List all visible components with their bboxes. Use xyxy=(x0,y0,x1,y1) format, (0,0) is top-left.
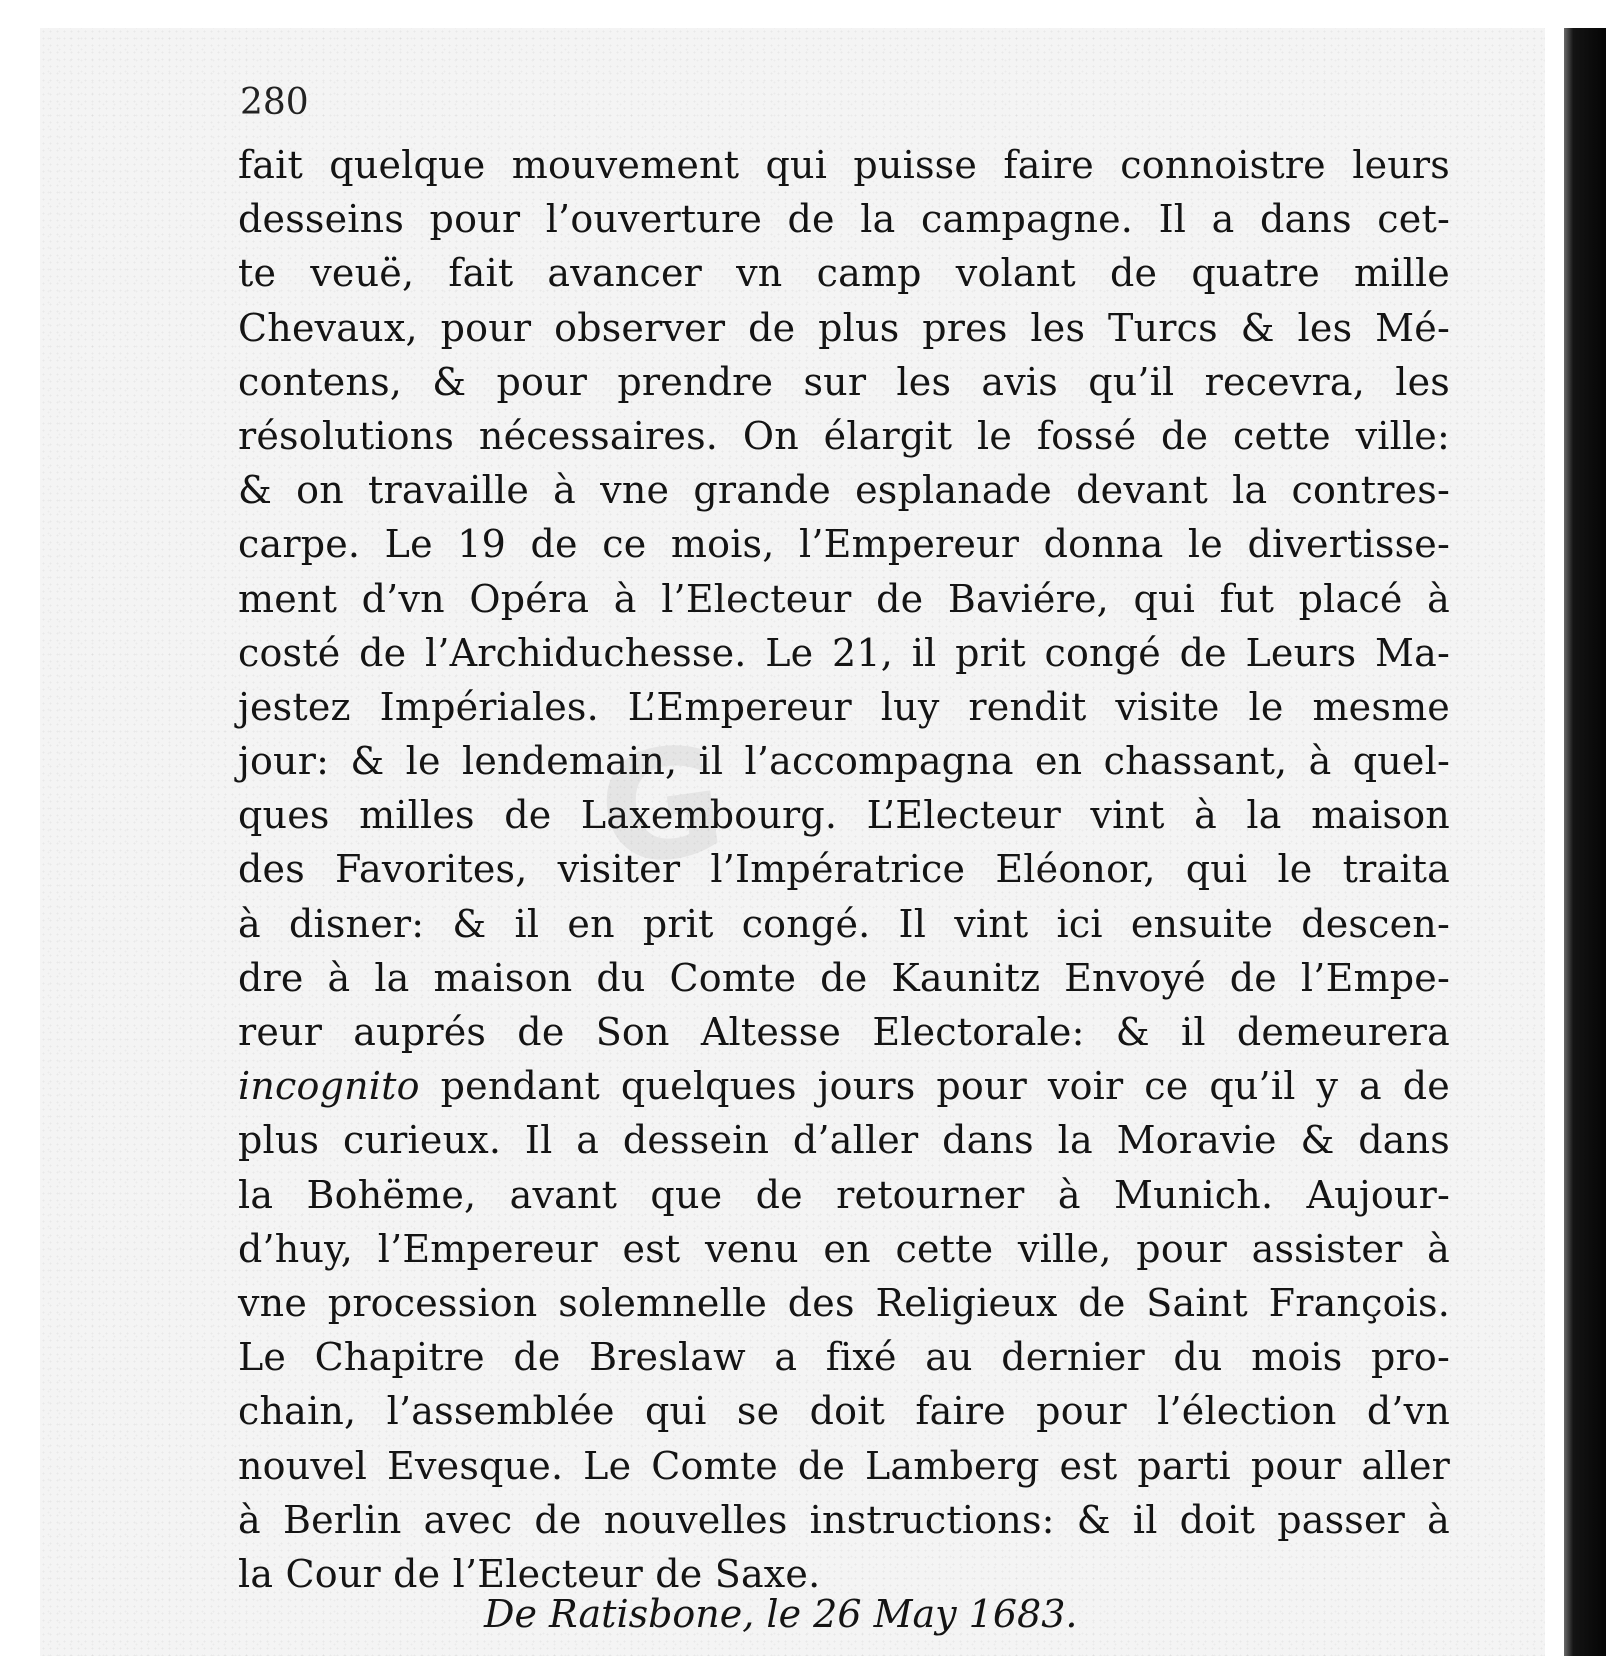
text-line: à Berlin avec de nouvelles instructions: & il doit passer à xyxy=(238,1497,1450,1542)
italic-word: incognito xyxy=(238,1064,420,1109)
text-line: incognito pendant quelques jours pour voir ce qu’il y a de xyxy=(238,1064,1450,1109)
text-line: la Bohëme, avant que de retourner à Munich. Aujour- xyxy=(238,1172,1450,1217)
dateline: De Ratisbone, le 26 May 1683. xyxy=(484,1592,1078,1636)
book-spine-shadow xyxy=(1564,28,1606,1656)
text-line: d’huy, l’Empereur est venu en cette ville, pour assister à xyxy=(238,1226,1450,1271)
text-line: contens, & pour prendre sur les avis qu’il recevra, les xyxy=(238,359,1450,404)
text-line: plus curieux. Il a dessein d’aller dans la Moravie & dans xyxy=(238,1118,1450,1163)
text-line: nouvel Evesque. Le Comte de Lamberg est parti pour aller xyxy=(238,1443,1450,1488)
body-text xyxy=(238,138,1450,1601)
text-line: chain, l’assemblée qui se doit faire pour l’élection d’vn xyxy=(238,1389,1450,1434)
text-line: dre à la maison du Comte de Kaunitz Envoyé de l’Empe- xyxy=(238,955,1450,1000)
text-line: desseins pour l’ouverture de la campagne. Il a dans cet- xyxy=(238,197,1450,242)
text-line: résolutions nécessaires. On élargit le fossé de cette ville: xyxy=(238,413,1450,458)
text-line: te veuë, fait avancer vn camp volant de quatre mille xyxy=(238,251,1450,296)
text-line: Le Chapitre de Breslaw a fixé au dernier du mois pro- xyxy=(238,1335,1450,1380)
text-line: fait quelque mouvement qui puisse faire connoistre leurs xyxy=(238,143,1450,187)
text-line: des Favorites, visiter l’Impératrice Eléonor, qui le traita xyxy=(238,847,1450,892)
text-line: jestez Impériales. L’Empereur luy rendit visite le mesme xyxy=(238,684,1450,729)
text-line: la Cour de l’Electeur de Saxe. xyxy=(238,1551,821,1596)
text-line: reur auprés de Son Altesse Electorale: & il demeurera xyxy=(238,1010,1450,1054)
text-line: carpe. Le 19 de ce mois, l’Empereur donna le divertisse- xyxy=(238,522,1450,567)
text-line: vne procession solemnelle des Religieux de Saint François. xyxy=(238,1280,1450,1325)
page-number: 280 xyxy=(240,82,309,123)
text-line: ques milles de Laxembourg. L’Electeur vint à la maison xyxy=(238,793,1450,838)
text-line: Chevaux, pour observer de plus pres les Turcs & les Mé- xyxy=(238,305,1450,350)
text-line: ment d’vn Opéra à l’Electeur de Baviére, qui fut placé à xyxy=(238,576,1450,621)
text-line: jour: & le lendemain, il l’accompagna en chassant, à quel- xyxy=(238,739,1450,784)
text-line: & on travaille à vne grande esplanade devant la contres- xyxy=(238,468,1450,513)
text-line: à disner: & il en prit congé. Il vint ici ensuite descen- xyxy=(238,901,1450,946)
text-line: costé de l’Archiduchesse. Le 21, il prit congé de Leurs Ma- xyxy=(238,630,1450,675)
